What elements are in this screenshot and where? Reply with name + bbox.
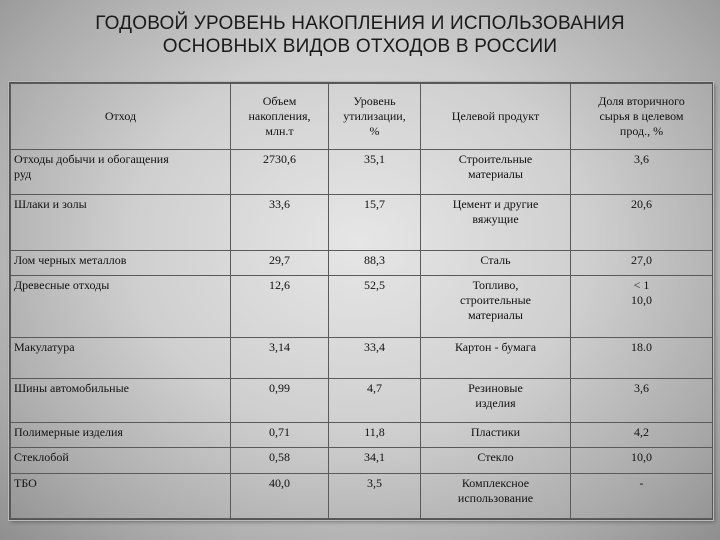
header-target-product: Целевой продукт xyxy=(421,84,571,150)
header-utilization: Уровень утилизации, % xyxy=(329,84,421,150)
cell-secondary-share: 3,6 xyxy=(571,379,713,423)
cell-secondary-share: 3,6 xyxy=(571,150,713,195)
cell-volume: 3,14 xyxy=(231,338,329,379)
cell-utilization: 3,5 xyxy=(329,474,421,519)
cell-volume: 0,58 xyxy=(231,448,329,474)
cell-volume: 0,99 xyxy=(231,379,329,423)
cell-volume: 12,6 xyxy=(231,276,329,338)
cell-secondary-share: < 1 10,0 xyxy=(571,276,713,338)
cell-waste: Древесные отходы xyxy=(11,276,231,338)
cell-target-product: Стекло xyxy=(421,448,571,474)
cell-target-product: Цемент и другие вяжущие xyxy=(421,195,571,251)
cell-waste: Полимерные изделия xyxy=(11,423,231,448)
cell-volume: 29,7 xyxy=(231,251,329,276)
cell-volume: 2730,6 xyxy=(231,150,329,195)
cell-secondary-share: 27,0 xyxy=(571,251,713,276)
cell-waste: Лом черных металлов xyxy=(11,251,231,276)
cell-target-product: Резиновые изделия xyxy=(421,379,571,423)
cell-utilization: 33,4 xyxy=(329,338,421,379)
cell-volume: 0,71 xyxy=(231,423,329,448)
cell-utilization: 34,1 xyxy=(329,448,421,474)
table-row xyxy=(11,474,713,519)
cell-secondary-share: 10,0 xyxy=(571,448,713,474)
header-volume: Объем накопления, млн.т xyxy=(231,84,329,150)
cell-volume: 40,0 xyxy=(231,474,329,519)
cell-utilization: 15,7 xyxy=(329,195,421,251)
table-row xyxy=(11,338,713,379)
cell-target-product: Топливо, строительные материалы xyxy=(421,276,571,338)
waste-table xyxy=(10,83,713,519)
cell-waste: ТБО xyxy=(11,474,231,519)
waste-table-container xyxy=(9,82,713,520)
cell-utilization: 88,3 xyxy=(329,251,421,276)
cell-target-product: Пластики xyxy=(421,423,571,448)
cell-utilization: 11,8 xyxy=(329,423,421,448)
table-row xyxy=(11,379,713,423)
cell-waste: Макулатура xyxy=(11,338,231,379)
cell-waste: Отходы добычи и обогащения руд xyxy=(11,150,231,195)
cell-utilization: 35,1 xyxy=(329,150,421,195)
cell-target-product: Комплексное использование xyxy=(421,474,571,519)
title-line-1: ГОДОВОЙ УРОВЕНЬ НАКОПЛЕНИЯ И ИСПОЛЬЗОВАНИЯ xyxy=(95,13,625,34)
cell-secondary-share: - xyxy=(571,474,713,519)
cell-target-product: Сталь xyxy=(421,251,571,276)
table-row xyxy=(11,251,713,276)
header-secondary-share: Доля вторичного сырья в целевом прод., % xyxy=(571,84,713,150)
cell-waste: Стеклобой xyxy=(11,448,231,474)
table-row xyxy=(11,195,713,251)
cell-target-product: Картон - бумага xyxy=(421,338,571,379)
cell-waste: Шины автомобильные xyxy=(11,379,231,423)
table-header-row xyxy=(11,84,713,150)
table-row xyxy=(11,150,713,195)
cell-volume: 33,6 xyxy=(231,195,329,251)
cell-secondary-share: 18.0 xyxy=(571,338,713,379)
cell-utilization: 52,5 xyxy=(329,276,421,338)
cell-secondary-share: 4,2 xyxy=(571,423,713,448)
cell-target-product: Строительные материалы xyxy=(421,150,571,195)
cell-utilization: 4,7 xyxy=(329,379,421,423)
cell-waste: Шлаки и золы xyxy=(11,195,231,251)
table-row xyxy=(11,276,713,338)
table-row xyxy=(11,448,713,474)
header-waste: Отход xyxy=(11,84,231,150)
table-row xyxy=(11,423,713,448)
title-line-2: ОСНОВНЫХ ВИДОВ ОТХОДОВ В РОССИИ xyxy=(162,36,558,57)
page-title xyxy=(0,12,720,58)
cell-secondary-share: 20,6 xyxy=(571,195,713,251)
